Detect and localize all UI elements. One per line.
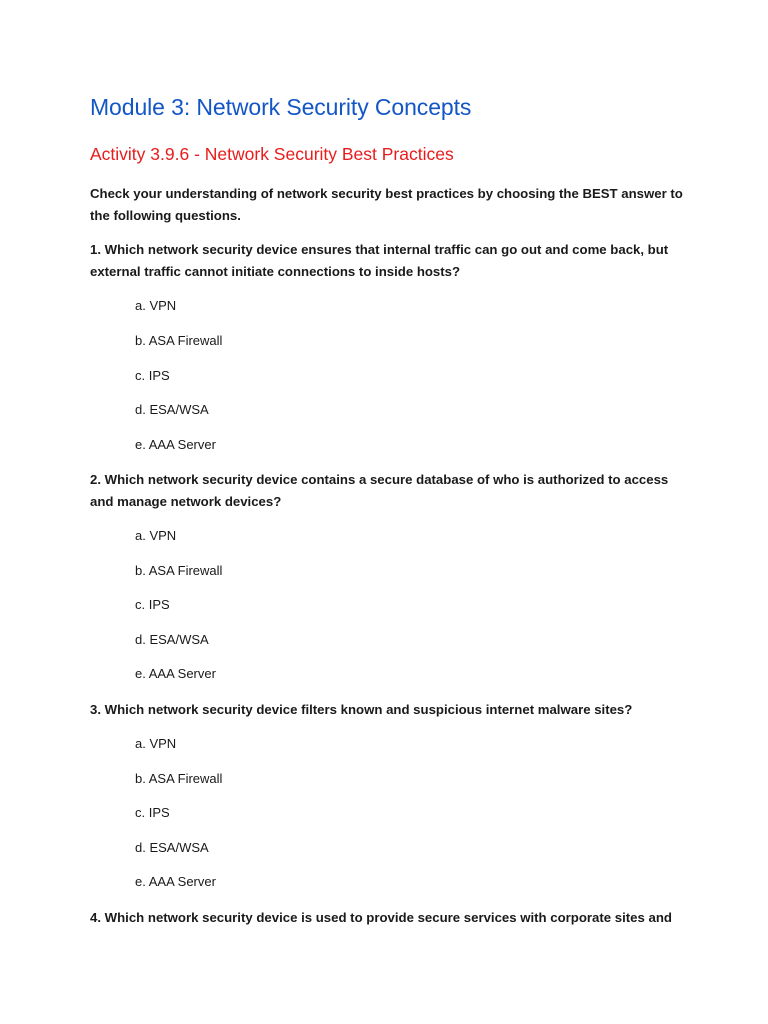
q3-option-c: c. IPS [135, 805, 170, 820]
q3-option-b: b. ASA Firewall [135, 771, 223, 786]
q2-option-a: a. VPN [135, 528, 177, 543]
q2-option-d: d. ESA/WSA [135, 632, 209, 647]
q1-option-c: c. IPS [135, 368, 170, 383]
question-1: 1. Which network security device ensures that internal traffic can go out and come back, but external traffic cannot initiate connections to inside hosts? [90, 242, 669, 279]
q1-option-a: a. VPN [135, 298, 177, 313]
intro-paragraph: Check your understanding of network security best practices by choosing the BEST answer to the following questions. [90, 186, 683, 223]
q1-option-d: d. ESA/WSA [135, 402, 209, 417]
q2-option-e: e. AAA Server [135, 666, 216, 681]
q1-option-e: e. AAA Server [135, 437, 216, 452]
question-3: 3. Which network security device filters known and suspicious internet malware sites? [90, 702, 633, 717]
q2-option-c: c. IPS [135, 597, 170, 612]
q1-option-b: b. ASA Firewall [135, 333, 223, 348]
question-2: 2. Which network security device contains a secure database of who is authorized to access and manage network devices? [90, 472, 669, 509]
module-title: Module 3: Network Security Concepts [90, 94, 472, 120]
activity-title: Activity 3.9.6 - Network Security Best Practices [90, 144, 454, 164]
q3-option-e: e. AAA Server [135, 874, 216, 889]
q2-option-b: b. ASA Firewall [135, 563, 223, 578]
q3-option-d: d. ESA/WSA [135, 840, 209, 855]
question-4: 4. Which network security device is used to provide secure services with corporate sites and [90, 910, 672, 925]
q3-option-a: a. VPN [135, 736, 177, 751]
